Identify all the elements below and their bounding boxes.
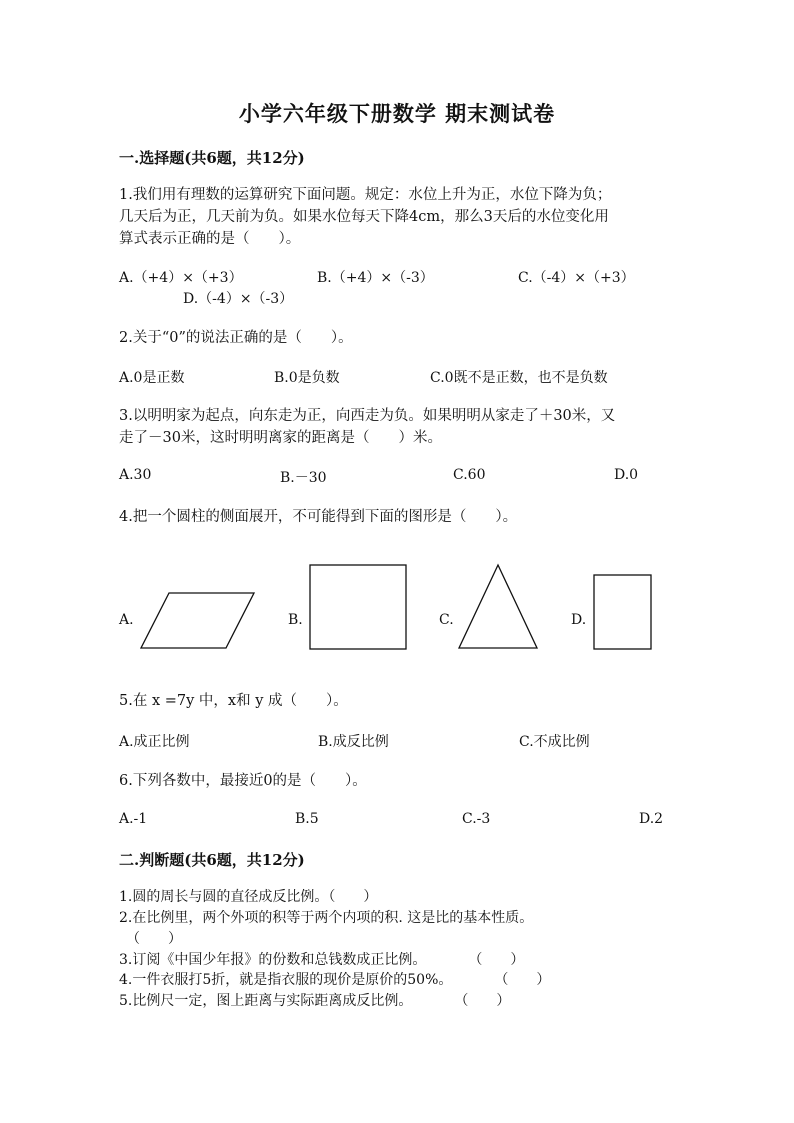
option-d: D. <box>571 612 587 628</box>
option-a: A.30 <box>119 467 152 483</box>
option-c: C.不成比例 <box>519 734 590 750</box>
option-c: C.60 <box>453 467 486 483</box>
true-false-item: 3.订阅《中国少年报》的份数和总钱数成正比例。 （ ） <box>119 952 525 968</box>
option-b: B.－30 <box>280 470 327 486</box>
section-heading-choice: 一.选择题(共6题，共12分) <box>119 149 305 167</box>
section-heading-true-false: 二.判断题(共6题，共12分) <box>119 851 305 869</box>
option-b: B.（+4）×（-3） <box>317 270 434 286</box>
narrow-rectangle-figure <box>593 574 652 650</box>
option-c: C.0既不是正数，也不是负数 <box>430 370 608 386</box>
question-line: 算式表示正确的是（ ）。 <box>119 231 301 247</box>
option-d: D.2 <box>639 811 664 827</box>
question-line: 走了－30米，这时明明离家的距离是（ ）米。 <box>119 430 442 446</box>
question-line: 几天后为正，几天前为负。如果水位每天下降4cm，那么3天后的水位变化用 <box>119 209 609 225</box>
question-line: 5.在 x =7y 中，x和 y 成（ ）。 <box>119 693 348 709</box>
option-b: B.成反比例 <box>318 734 389 750</box>
option-a: A.成正比例 <box>119 734 190 750</box>
question-line: 3.以明明家为起点，向东走为正，向西走为负。如果明明从家走了＋30米，又 <box>119 408 616 424</box>
question-line: 2.关于“0”的说法正确的是（ ）。 <box>119 330 353 346</box>
option-b: B.0是负数 <box>274 370 340 386</box>
parallelogram-figure <box>140 592 256 650</box>
option-d: D.（-4）×（-3） <box>183 291 294 307</box>
option-c: C. <box>439 612 454 628</box>
page-title: 小学六年级下册数学 期末测试卷 <box>238 101 556 126</box>
option-a: A.-1 <box>119 811 148 827</box>
true-false-item: 5.比例尺一定，图上距离与实际距离成反比例。 （ ） <box>119 993 511 1009</box>
triangle-figure <box>458 564 539 650</box>
true-false-item-blank: （ ） <box>126 931 182 947</box>
question-line: 1.我们用有理数的运算研究下面问题。规定：水位上升为正，水位下降为负； <box>119 187 612 203</box>
true-false-item: 2.在比例里，两个外项的积等于两个内项的积. 这是比的基本性质。 <box>119 910 534 926</box>
true-false-item: 4.一件衣服打5折，就是指衣服的现价是原价的50%。 （ ） <box>119 972 551 988</box>
question-line: 4.把一个圆柱的侧面展开，不可能得到下面的图形是（ ）。 <box>119 509 518 525</box>
option-a: A. <box>119 612 134 628</box>
option-b: B.5 <box>295 811 319 827</box>
option-d: D.0 <box>614 467 639 483</box>
option-a: A.0是正数 <box>119 370 185 386</box>
question-line: 6.下列各数中，最接近0的是（ ）。 <box>119 773 367 789</box>
option-a: A.（+4）×（+3） <box>119 270 243 286</box>
option-c: C.-3 <box>462 811 491 827</box>
rectangle-figure <box>309 564 407 650</box>
true-false-item: 1.圆的周长与圆的直径成反比例。（ ） <box>119 889 378 905</box>
option-c: C.（-4）×（+3） <box>518 270 635 286</box>
option-b: B. <box>288 612 303 628</box>
